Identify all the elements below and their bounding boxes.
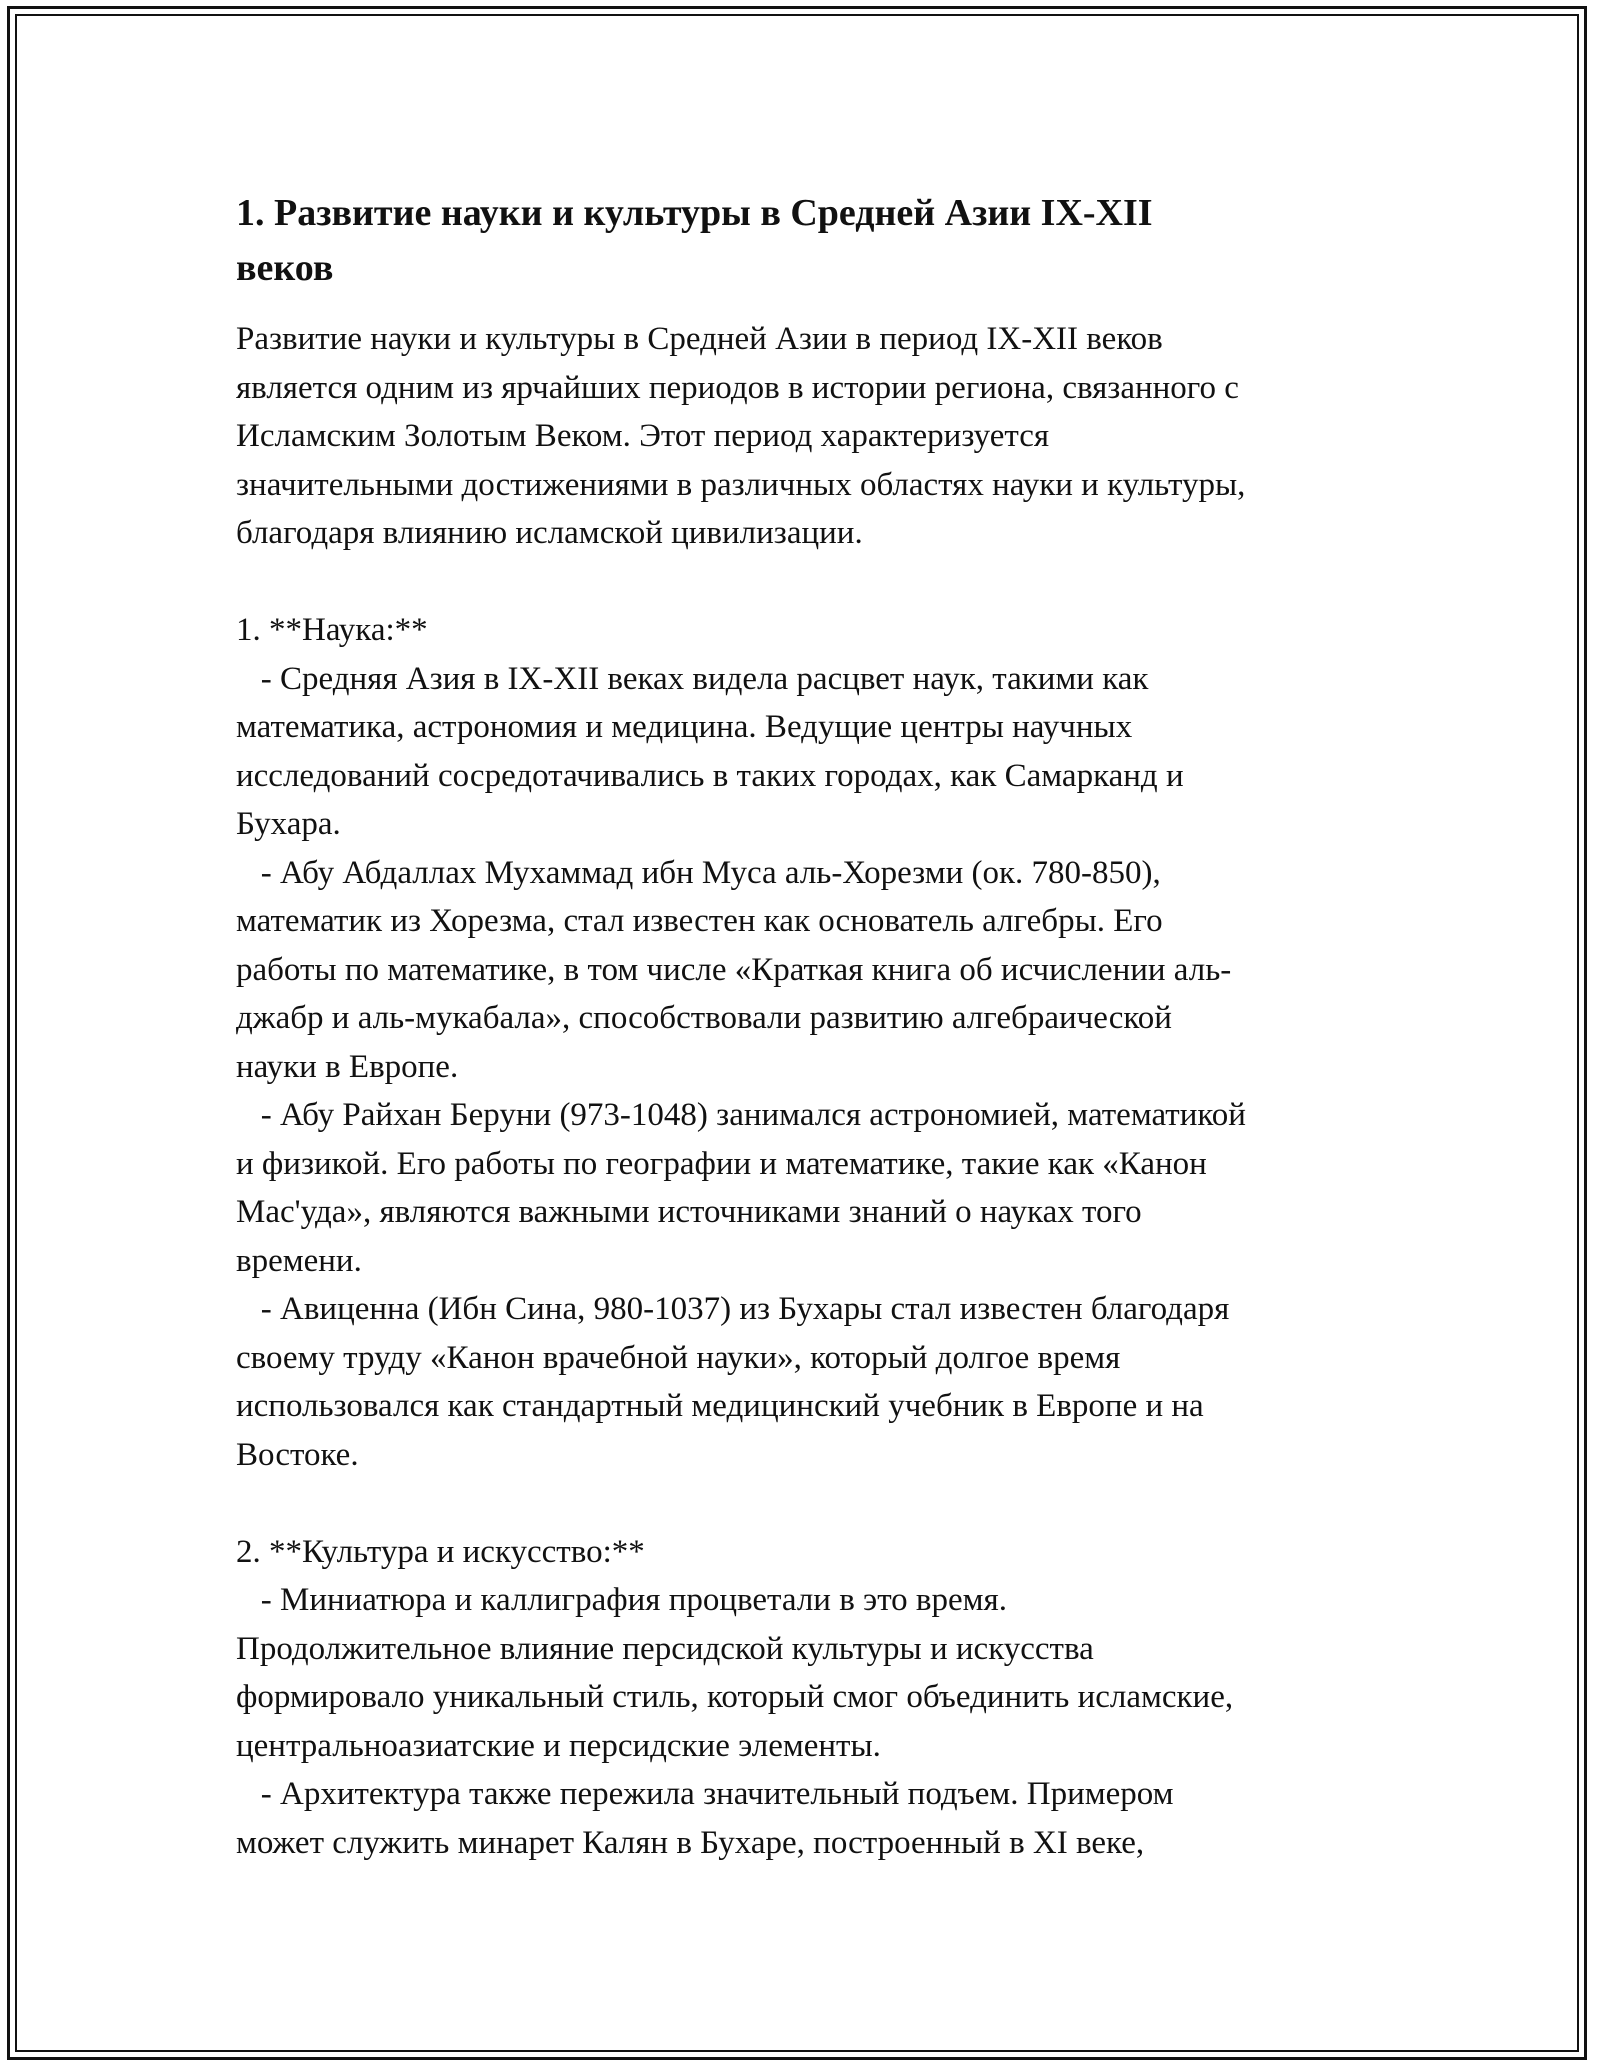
document-heading [236,186,1376,296]
text-line: Развитие науки и культуры в Средней Азии в период IX-XII веков [236,321,1163,357]
text-line: - Авиценна (Ибн Сина, 980-1037) из Бухары стал известен благодаря [236,1291,1230,1327]
document-body [236,186,1376,1867]
heading-line: 1. Развитие науки и культуры в Средней Азии IX-XII [236,192,1153,234]
text-line: - Абу Райхан Беруни (973-1048) занимался астрономией, математикой [236,1097,1246,1133]
section-culture [236,1528,1376,1868]
text-line: Бухара. [236,806,341,842]
text-line: математика, астрономия и медицина. Ведущие центры научных [236,709,1133,745]
text-line: является одним из ярчайших периодов в истории региона, связанного с [236,369,1239,406]
section-science [236,606,1376,1479]
paragraph-spacer [236,1479,1376,1528]
text-line: Мас'уда», являются важными источниками знаний о науках того [236,1194,1142,1230]
text-line: - Средняя Азия в IX-XII веках видела расцвет наук, такими как [236,660,1149,697]
text-line: благодаря влиянию исламской цивилизации. [236,515,863,551]
text-line: Исламским Золотым Веком. Этот период характеризуется [236,418,1050,454]
section-title: 2. **Культура и искусство:** [236,1533,645,1570]
paragraph-spacer [236,558,1376,607]
text-line: значительными достижениями в различных областях науки и культуры, [236,466,1246,503]
text-line: - Абу Абдаллах Мухаммад ибн Муса аль-Хорезми (ок. 780-850), [236,854,1161,891]
section-title: 1. **Наука:** [236,612,428,648]
text-line: своему труду «Канон врачебной науки», который долгое время [236,1339,1121,1376]
text-line: использовался как стандартный медицинский учебник в Европе и на [236,1388,1204,1424]
text-line: может служить минарет Калян в Бухаре, построенный в XI веке, [236,1824,1145,1861]
text-line: работы по математике, в том числе «Краткая книга об исчислении аль- [236,951,1232,988]
text-line: Продолжительное влияние персидской культуры и искусства [236,1630,1094,1667]
text-line: исследований сосредотачивались в таких городах, как Самарканд и [236,757,1184,794]
text-line: времени. [236,1242,362,1279]
text-line: центральноазиатские и персидские элементы. [236,1727,881,1764]
text-line: Востоке. [236,1436,359,1473]
text-line: - Миниатюра и каллиграфия процветали в это время. [236,1582,1007,1618]
heading-line: веков [236,247,334,289]
text-line: формировало уникальный стиль, который смог объединить исламские, [236,1679,1234,1715]
text-line: - Архитектура также пережила значительный подъем. Примером [236,1776,1174,1812]
text-line: математик из Хорезма, стал известен как основатель алгебры. Его [236,903,1163,939]
text-line: джабр и аль-мукабала», способствовали развитию алгебраической [236,1000,1172,1036]
text-line: науки в Европе. [236,1048,459,1085]
text-line: и физикой. Его работы по географии и математике, такие как «Канон [236,1145,1207,1182]
intro-paragraph [236,315,1376,558]
